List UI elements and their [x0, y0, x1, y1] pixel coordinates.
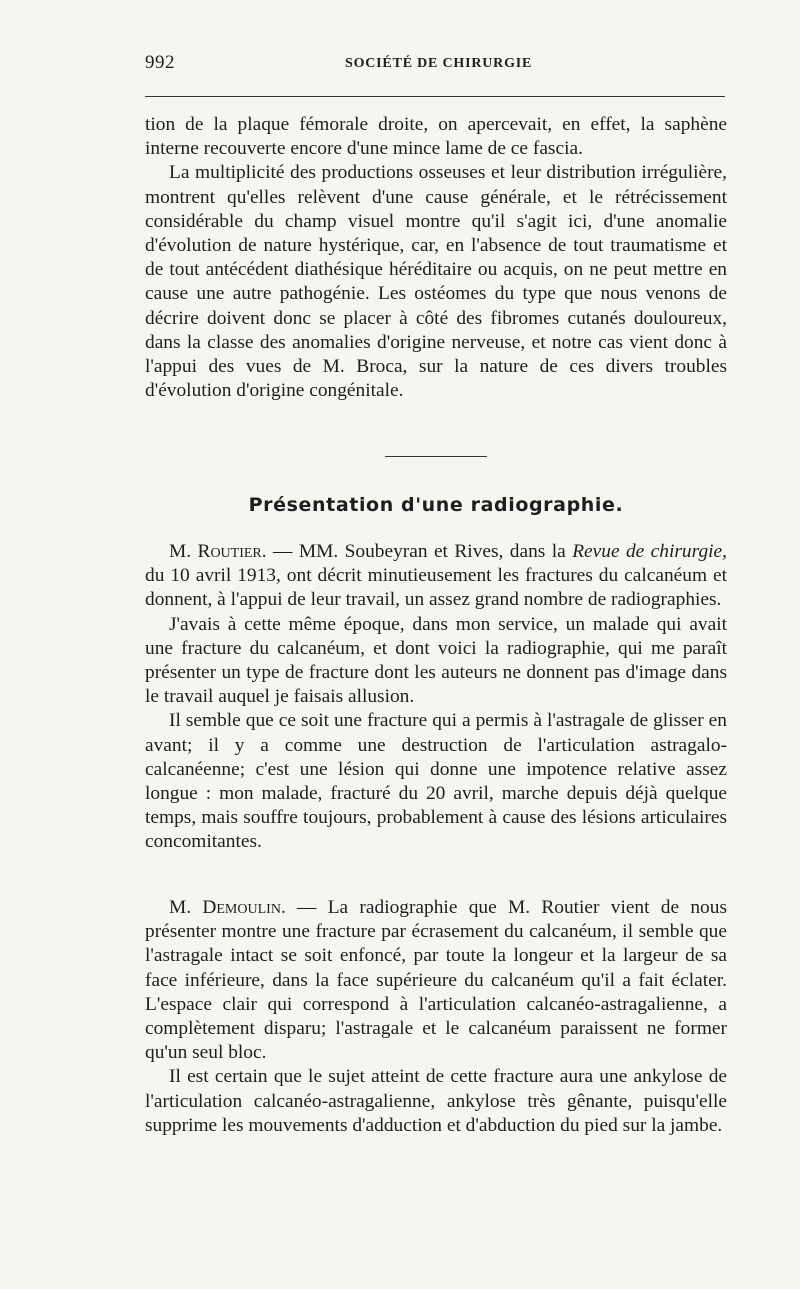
running-head: SOCIÉTÉ DE CHIRURGIE [345, 56, 533, 71]
speaker-name: Routier [197, 541, 262, 562]
speaker-prefix: M. [169, 541, 192, 562]
routier-remarks [145, 540, 727, 855]
demoulin-paragraph-1 [145, 896, 727, 1065]
continuation-paragraph-2: La multiplicité des productions osseuses et leur distribution irrégulière, montrent qu'elles relèvent d'une cause générale, et le rétrécissement considérable du champ visuel montre qu'il s'agit ici, d'une anomalie d'évolution de nature hystérique, car, en l'absence de tout traumatisme et de tout antécédent diathésique héréditaire ou acquis, on ne peut mettre en cause une autre pathogénie. Les ostéomes du type que nous venons de décrire doivent donc se placer à côté des fibromes cutanés douloureux, dans la classe des anomalies d'origine nerveuse, et notre cas vient donc à l'appui des vues de M. Broca, sur la nature de ces divers troubles d'évolution d'origine congénitale. [145, 162, 727, 402]
page-number: 992 [145, 52, 175, 73]
section-title: Présentation d'une radiographie. [248, 494, 624, 516]
routier-paragraph-1 [145, 540, 727, 613]
journal-title: Revue de chirurgie [572, 541, 723, 562]
demoulin-text-a: . — La radiographie que M. Routier vient de nous présenter montre une fracture par écrasement du calcanéum, il semble que l'astragale intact se soit enfoncé, par toute la longeur et la largeur de sa face inférieure, dans la face supérieure du calcanéum qu'il a fait éclater. L'espace clair qui correspond à l'articulation calcanéo-astragalienne, a complètement disparu; l'astragale et le calcanéum paraissent ne former qu'un seul bloc. [145, 897, 727, 1064]
routier-paragraph-3: Il semble que ce soit une fracture qui a permis à l'astragale de glisser en avant; il y a comme une destruction de l'articulation astragalo-calcanéenne; c'est une lésion qui donne une impotence relative assez longue : mon malade, fracturé du 20 avril, marche depuis déjà quelque temps, mais souffre toujours, probablement à cause des lésions articulaires concomitantes. [145, 710, 727, 853]
section-separator [385, 456, 487, 457]
header-rule [145, 96, 725, 97]
continuation-paragraph-1: tion de la plaque fémorale droite, on apercevait, en effet, la saphène interne recouverte encore d'une mince lame de ce fascia. [145, 114, 727, 160]
routier-text-a: . — MM. Soubeyran et Rives, dans la [261, 541, 573, 562]
continuation-text [145, 113, 727, 403]
routier-paragraph-2: J'avais à cette même époque, dans mon service, un malade qui avait une fracture du calcanéum, et dont voici la radiographie, qui me paraît présenter un type de fracture dont les auteurs ne donnent pas d'image dans le travail auquel je faisais allusion. [145, 613, 727, 708]
demoulin-remarks [145, 896, 727, 1138]
demoulin-paragraph-2: Il est certain que le sujet atteint de cette fracture aura une ankylose de l'articulation calcanéo-astragalienne, ankylose très gênante, puisqu'elle supprime les mouvements d'adduction et d'abduction du pied sur la jambe. [145, 1066, 727, 1136]
routier-text-b: , du 10 avril 1913, ont décrit minutieusement les fractures du calcanéum et donnent, à l'appui de leur travail, un assez grand nombre de radiographies. [145, 541, 727, 611]
speaker-prefix: M. [169, 897, 192, 918]
page-header [145, 52, 725, 80]
speaker-name: Demoulin [202, 897, 281, 918]
